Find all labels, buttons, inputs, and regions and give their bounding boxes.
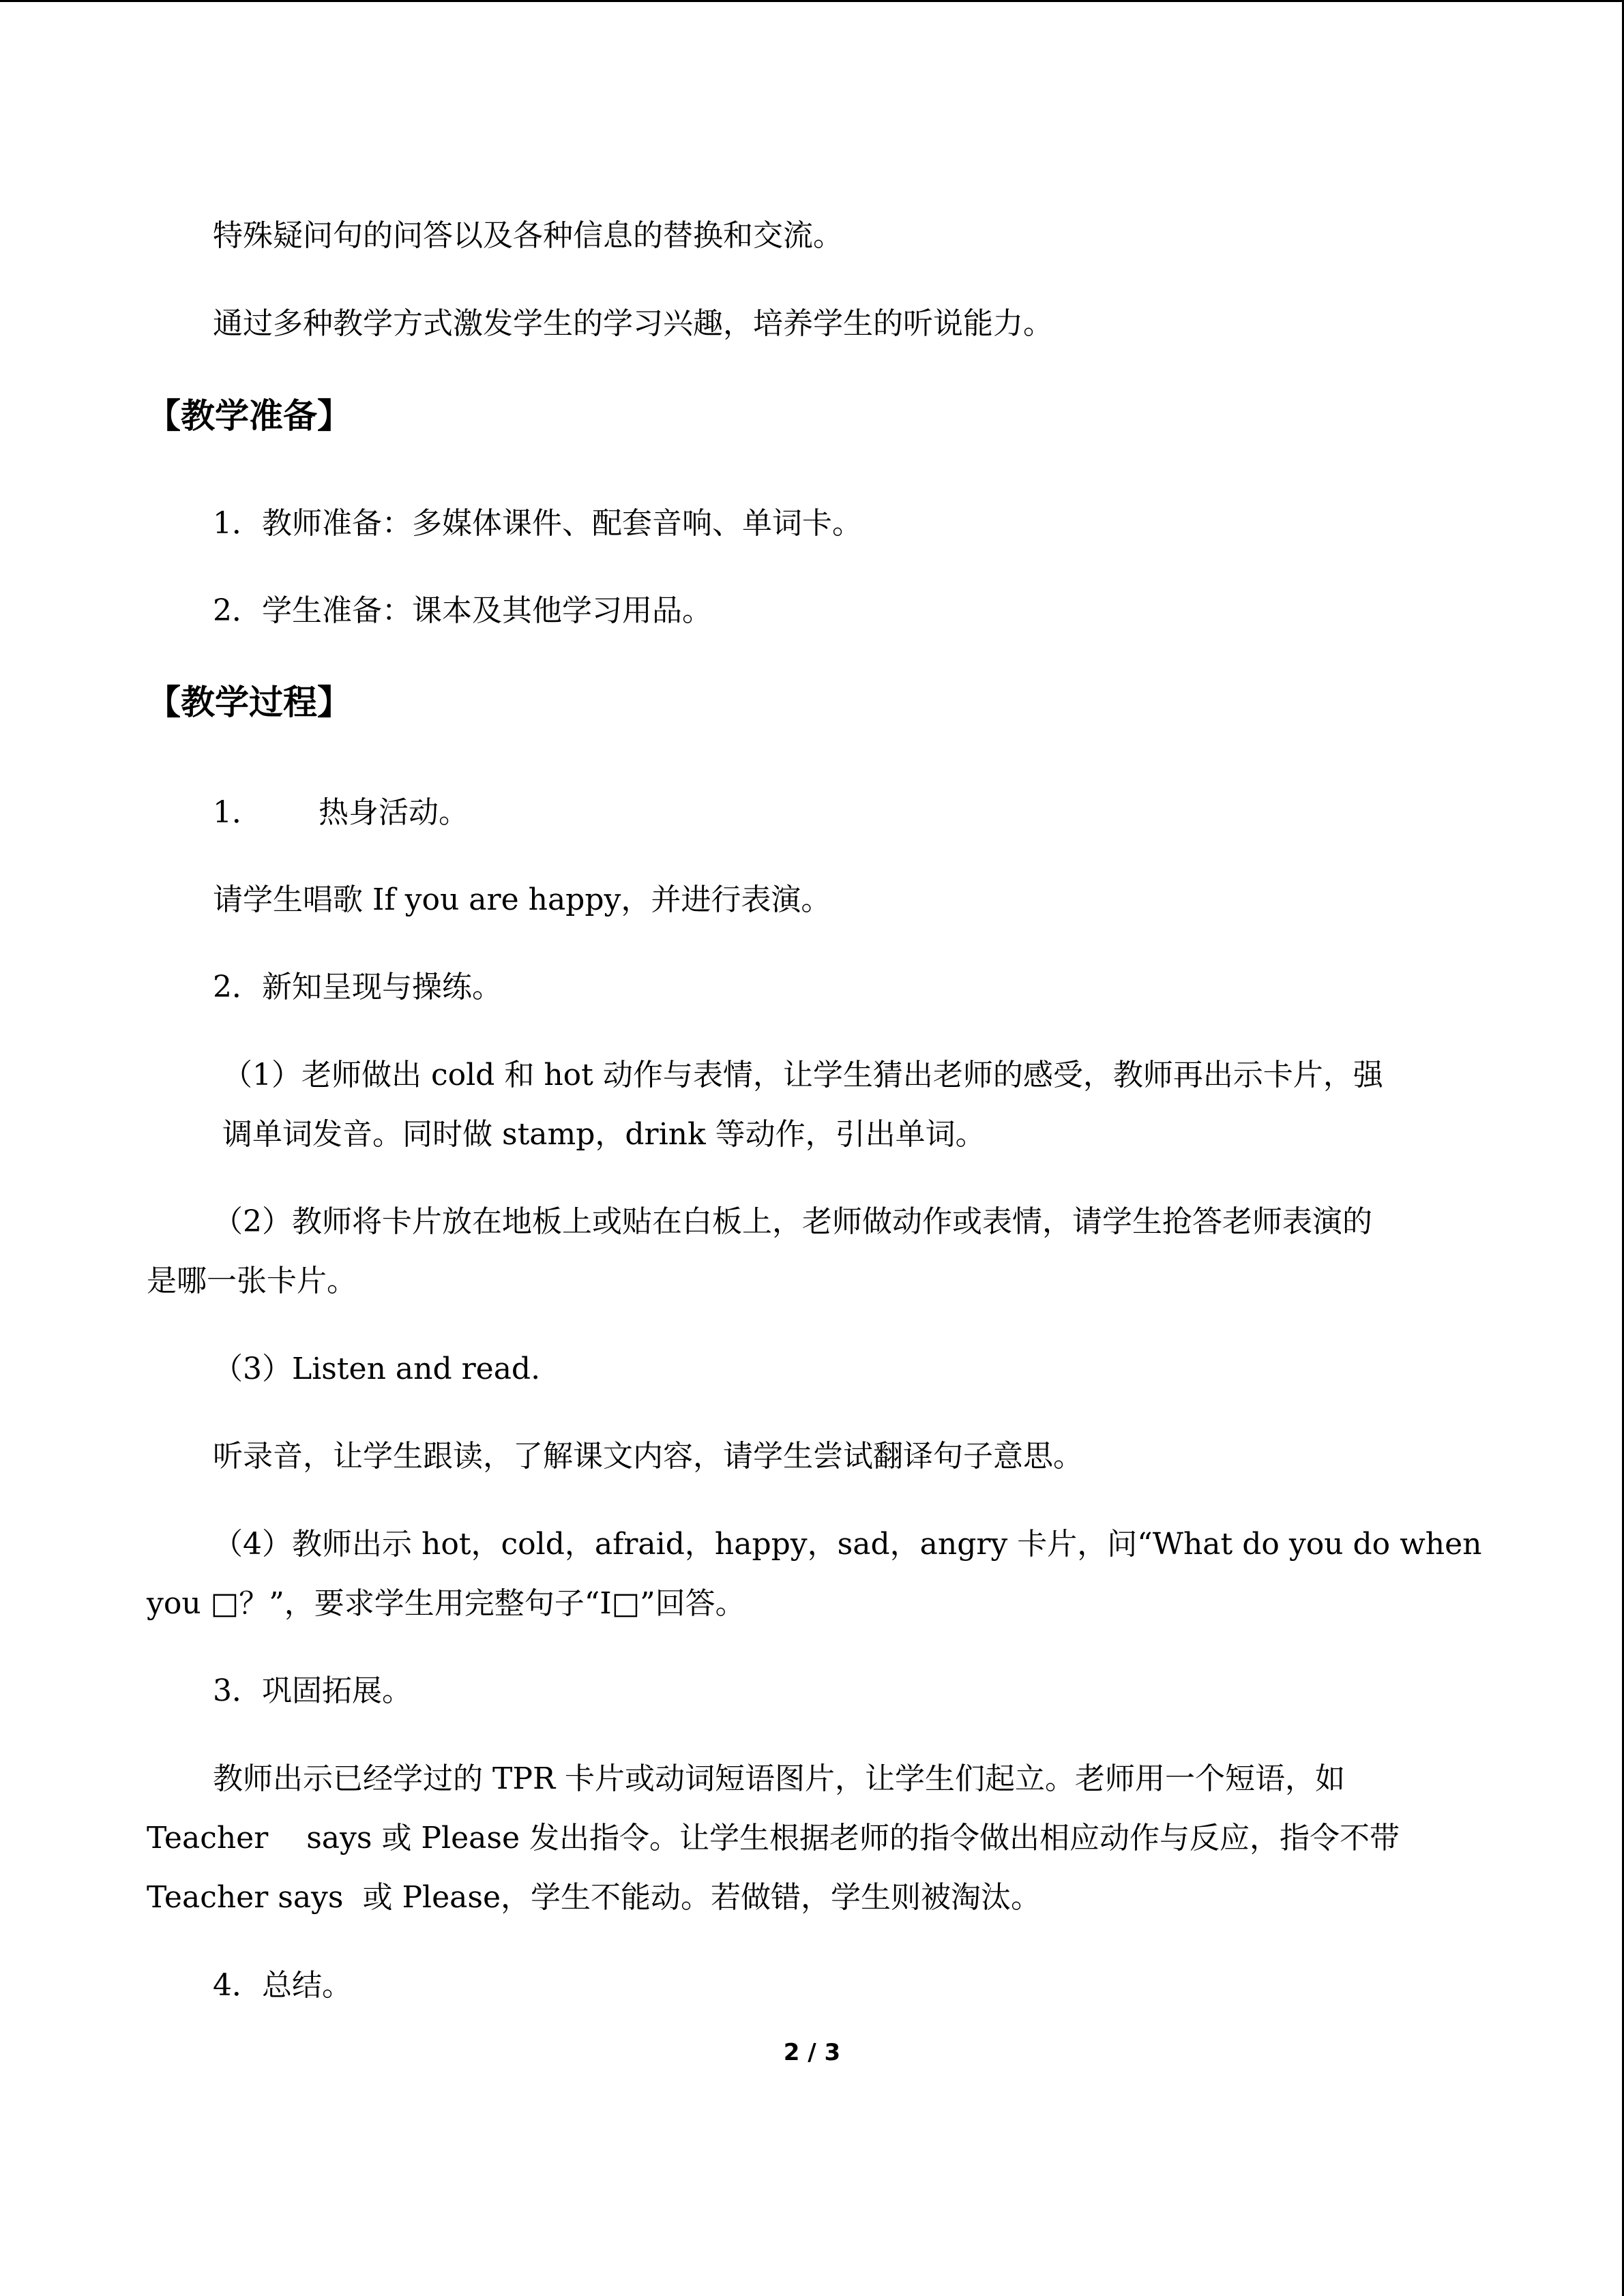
prep-item-1: 1．教师准备：多媒体课件、配套音响、单词卡。 [213,506,862,541]
page-number: 2 / 3 [783,2039,841,2066]
step-2-3-title: （3）Listen and read. [213,1352,541,1386]
step-3-title: 3．巩固拓展。 [213,1673,412,1708]
step-2-4-line-1: （4）教师出示 hot，cold，afraid，happy，sad，angry 卡片，问“What do you do when [213,1527,1482,1562]
section-heading-preparation: 【教学准备】 [147,396,351,436]
step-4-title: 4．总结。 [213,1968,352,2003]
step-1-body: 请学生唱歌 If you are happy，并进行表演。 [213,882,831,917]
step-2-3-body: 听录音，让学生跟读，了解课文内容，请学生尝试翻译句子意思。 [213,1439,1083,1474]
step-1-label: 热身活动。 [319,795,469,830]
step-2-1-line-1: （1）老师做出 cold 和 hot 动作与表情，让学生猜出老师的感受，教师再出示卡片，强 [222,1058,1383,1092]
prep-item-2: 2．学生准备：课本及其他学习用品。 [213,593,712,628]
step-1-number: 1． [213,795,262,830]
section-heading-process: 【教学过程】 [147,683,351,722]
objective-line-1: 特殊疑问句的问答以及各种信息的替换和交流。 [213,218,843,253]
step-3-line-3: Teacher says 或 Please，学生不能动。若做错，学生则被淘汰。 [147,1880,1042,1915]
step-2-title: 2．新知呈现与操练。 [213,970,502,1004]
step-2-2-line-2: 是哪一张卡片。 [147,1264,357,1298]
step-2-4-line-2: you □？”，要求学生用完整句子“I□”回答。 [147,1586,745,1621]
step-2-2-line-1: （2）教师将卡片放在地板上或贴在白板上，老师做动作或表情，请学生抢答老师表演的 [213,1204,1372,1239]
step-3-line-1: 教师出示已经学过的 TPR 卡片或动词短语图片，让学生们起立。老师用一个短语，如 [213,1761,1346,1796]
step-1-title [213,792,469,833]
step-2-1-line-2: 调单词发音。同时做 stamp，drink 等动作，引出单词。 [222,1117,986,1152]
step-3-line-2: Teacher says 或 Please 发出指令。让学生根据老师的指令做出相应动作与反应，指令不带 [147,1821,1400,1855]
page-border-top [0,0,1624,2]
objective-line-2: 通过多种教学方式激发学生的学习兴趣，培养学生的听说能力。 [213,306,1053,341]
